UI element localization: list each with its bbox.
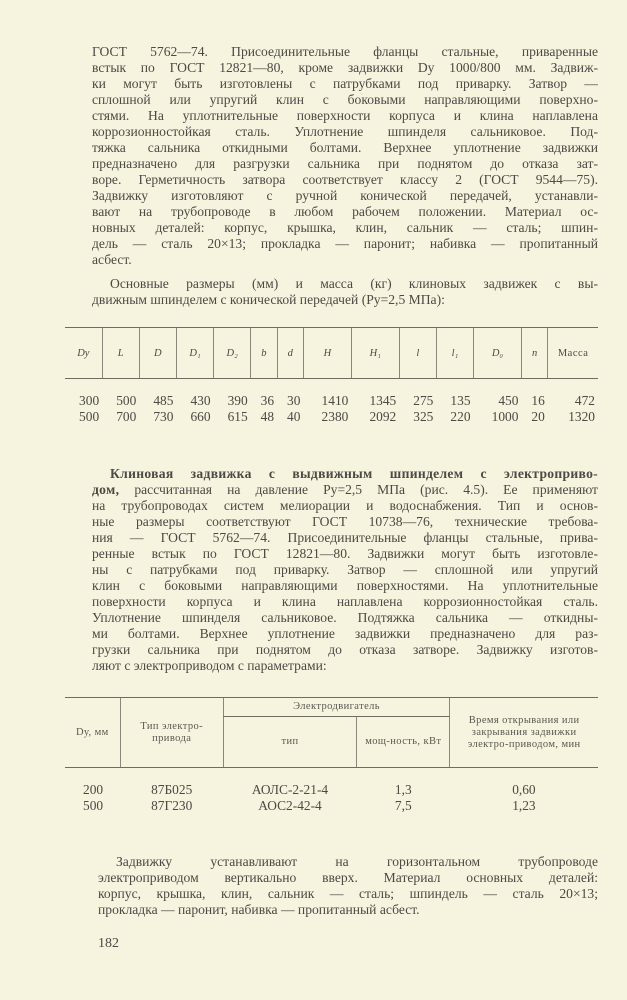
table-cell: 1000 bbox=[491, 409, 519, 424]
dimensions-table bbox=[65, 327, 598, 425]
table-cell: 20 bbox=[531, 409, 545, 424]
table-cell: 275 bbox=[413, 393, 434, 408]
text-line: ные размеры соответствуют ГОСТ 10738—76, технические требова- bbox=[92, 514, 598, 529]
table-cell: 1320 bbox=[568, 409, 595, 424]
table-cell: 16 bbox=[531, 393, 545, 408]
table-cell: 300 bbox=[79, 393, 100, 408]
text-line: ния — ГОСТ 5762—74. Присоединительные фланцы стальные, прива- bbox=[92, 530, 598, 545]
table-cell: 430 bbox=[190, 393, 211, 408]
text-line: ки могут быть изготовлены с патрубками под приварку. Затвор — bbox=[92, 76, 598, 91]
column-header: D₂ bbox=[214, 328, 251, 379]
table-cell: 2092 bbox=[369, 409, 397, 424]
text-line: электроприводом вертикально вверх. Материал основных деталей: bbox=[98, 870, 598, 885]
table-row bbox=[65, 768, 598, 799]
text-line: тяжка сальника откидными болтами. Верхнее уплотнение задвижки bbox=[92, 140, 598, 155]
header-motor: Электродвигатель bbox=[223, 698, 450, 717]
header-drive-type: Тип электро-привода bbox=[120, 698, 223, 768]
table-row bbox=[65, 409, 598, 425]
text-line: грузки сальника при поднятом до отказа затворе. Задвижку изготов- bbox=[92, 642, 598, 657]
column-header: l bbox=[399, 328, 436, 379]
column-header: Dу bbox=[65, 328, 102, 379]
table-cell: АОС2-42-4 bbox=[258, 798, 322, 813]
column-header: L bbox=[102, 328, 139, 379]
text-line: Задвижку изготовляют с ручной конической передачей, устанавли- bbox=[92, 188, 598, 203]
paragraph-electric-valve bbox=[92, 466, 598, 674]
text-line: клин с боковыми направляющими поверхностями. На уплотнительные bbox=[92, 578, 598, 593]
text-line: ГОСТ 5762—74. Присоединительные фланцы стальные, приваренные bbox=[92, 44, 598, 59]
table-cell: АОЛС-2-21-4 bbox=[251, 782, 329, 797]
paragraph-table1-caption bbox=[92, 276, 598, 308]
table-cell: 135 bbox=[450, 393, 471, 408]
table-cell: 1,3 bbox=[394, 782, 412, 797]
text-line: асбест. bbox=[92, 252, 132, 267]
text-line: ляют с электроприводом с параметрами: bbox=[92, 658, 327, 673]
text-line: сплошной или упругий клин с боковыми направляющими поверхно- bbox=[92, 92, 598, 107]
text-line: коррозионностойкая сталь. Уплотнение шпинделя сальниковое. Под- bbox=[92, 124, 598, 139]
text-line: прокладка — паронит, набивка — пропитанный асбест. bbox=[98, 902, 420, 917]
table-cell: 87Б025 bbox=[151, 782, 193, 797]
table-cell: 1,23 bbox=[512, 798, 536, 813]
header-time: Время открывания или закрывания задвижки электро-приводом, мин bbox=[450, 698, 598, 768]
table-cell: 0,60 bbox=[512, 782, 536, 797]
section-heading-end: дом, bbox=[92, 482, 120, 497]
table-cell: 615 bbox=[227, 409, 248, 424]
table-cell: 36 bbox=[260, 393, 275, 408]
table-cell: 2380 bbox=[321, 409, 349, 424]
table-cell: 87Г230 bbox=[151, 798, 193, 813]
table-cell: 40 bbox=[287, 409, 301, 424]
electric-drive-table bbox=[65, 697, 598, 814]
column-header: H₁ bbox=[351, 328, 399, 379]
table-cell: 500 bbox=[79, 409, 100, 424]
paragraph-installation bbox=[98, 854, 598, 918]
table-cell: 390 bbox=[227, 393, 248, 408]
header-motor-power: мощ-ность, кВт bbox=[357, 717, 450, 768]
text-line: движным шпинделем с конической передачей (Pу=2,5 МПа): bbox=[92, 292, 445, 307]
table-cell: 730 bbox=[153, 409, 174, 424]
header-dy: Dу, мм bbox=[65, 698, 120, 768]
column-header: D bbox=[139, 328, 176, 379]
text-line: корпус, крышка, клин, сальник — сталь; шпиндель — сталь 20×13; bbox=[98, 886, 598, 901]
text-line: поверхности корпуса и клина наплавлена коррозионностойкая сталь. bbox=[92, 594, 598, 609]
table-cell: 472 bbox=[574, 393, 595, 408]
page-number: 182 bbox=[98, 936, 119, 951]
text-line: Задвижку устанавливают на горизонтальном трубопроводе bbox=[116, 854, 598, 869]
column-header: Масса bbox=[548, 328, 598, 379]
table-cell: 660 bbox=[190, 409, 211, 424]
table-row bbox=[65, 379, 598, 410]
paragraph-valve-description bbox=[92, 44, 598, 268]
text-line: встык по ГОСТ 12821—80, кроме задвижки Dу 1000/800 мм. Задвиж- bbox=[92, 60, 598, 75]
table-cell: 450 bbox=[498, 393, 519, 408]
column-header: H bbox=[303, 328, 351, 379]
table-cell: 1345 bbox=[369, 393, 397, 408]
table-cell: 48 bbox=[260, 409, 275, 424]
text-line: на трубопроводах систем мелиорации и водоснабжения. Тип и основ- bbox=[92, 498, 598, 513]
table-cell: 500 bbox=[116, 393, 137, 408]
table-cell: 485 bbox=[153, 393, 174, 408]
text-line: ренные встык по ГОСТ 12821—80. Задвижки могут быть изготовле- bbox=[92, 546, 598, 561]
text-line: Уплотнение шпинделя сальниковое. Подтяжка сальника — откидны- bbox=[92, 610, 598, 625]
column-header: D₁ bbox=[176, 328, 213, 379]
section-heading: Клиновая задвижка с выдвижным шпинделем с электроприво- bbox=[110, 466, 598, 481]
text-line: предназначено для разгрузки сальника при поднятом до отказа зат- bbox=[92, 156, 598, 171]
text-line-rest: рассчитанная на давление Pу=2,5 МПа (рис. 4.5). Ее применяют bbox=[119, 482, 598, 497]
table-cell: 1410 bbox=[321, 393, 349, 408]
table-row bbox=[65, 798, 598, 814]
column-header: D₀ bbox=[474, 328, 522, 379]
table-cell: 500 bbox=[83, 798, 104, 813]
column-header: b bbox=[251, 328, 277, 379]
text-line: воре. Герметичность затвора соответствует классу 2 (ГОСТ 9544—75). bbox=[92, 172, 598, 187]
column-header: n bbox=[521, 328, 547, 379]
column-header: d bbox=[277, 328, 303, 379]
text-line: Основные размеры (мм) и масса (кг) клиновых задвижек с вы- bbox=[110, 276, 598, 291]
text-line: ми болтами. Верхнее уплотнение задвижки предназначено для раз- bbox=[92, 626, 598, 641]
table-cell: 200 bbox=[83, 782, 104, 797]
text-line: новных деталей: корпус, крышка, клин, сальник — сталь; шпин- bbox=[92, 220, 598, 235]
column-header: l₁ bbox=[436, 328, 473, 379]
table-cell: 325 bbox=[413, 409, 434, 424]
text-line: стями. На уплотнительные поверхности корпуса и клина наплавлена bbox=[92, 108, 598, 123]
text-line: ны с патрубками под приварку. Затвор — сплошной или упругий bbox=[92, 562, 598, 577]
text-line: дель — сталь 20×13; прокладка — паронит; набивка — пропитанный bbox=[92, 236, 598, 251]
table-cell: 700 bbox=[116, 409, 137, 424]
text-line bbox=[92, 482, 598, 498]
header-motor-type: тип bbox=[223, 717, 357, 768]
table-cell: 30 bbox=[287, 393, 301, 408]
table-cell: 220 bbox=[450, 409, 471, 424]
table-cell: 7,5 bbox=[394, 798, 412, 813]
text-line: вают на трубопроводе в любом рабочем положении. Материал ос- bbox=[92, 204, 598, 219]
